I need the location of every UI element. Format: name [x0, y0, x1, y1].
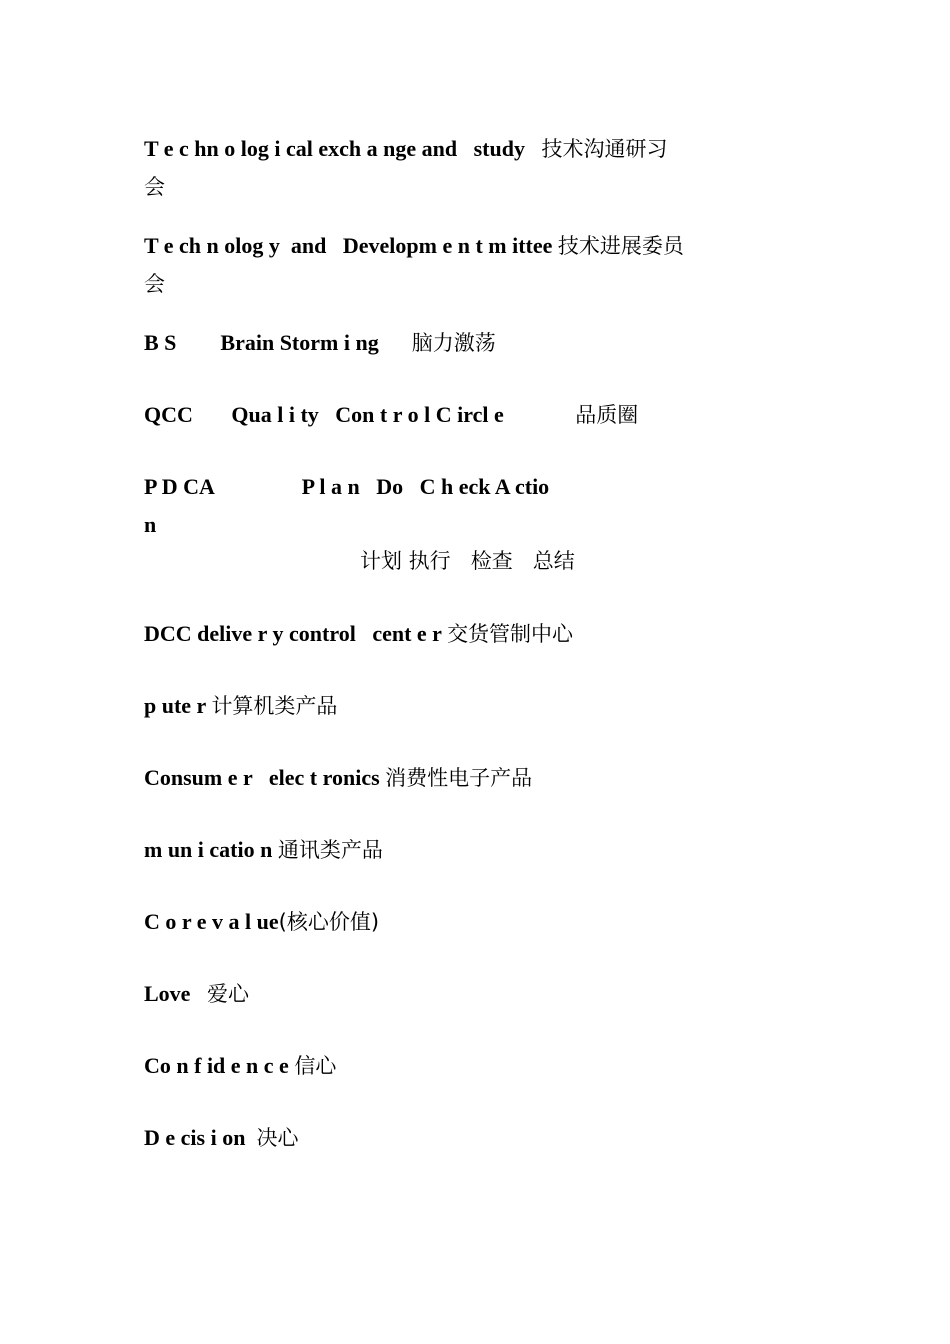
line-technology-committee-cont: 会 [144, 272, 165, 296]
line-qcc: QCC Qua l i ty Con t r o l C ircl e 品质圈 [144, 402, 639, 427]
line-confidence: Co n f id e n c e 信心 [144, 1053, 337, 1078]
line-consumer-electronics: Consum e r elec t ronics 消费性电子产品 [144, 765, 533, 790]
line-pdca-cont: n [144, 512, 157, 537]
line-love: Love 爱心 [144, 981, 249, 1006]
line-brain-storming: B S Brain Storm i ng 脑力激荡 [144, 330, 496, 355]
line-dcc: DCC delive r y control cent e r 交货管制中心 [144, 621, 574, 646]
line-technological-exchange-cont: 会 [144, 175, 165, 199]
line-technological-exchange: T e c hn o log i cal exch a nge and study 技术沟通研习 [144, 136, 668, 161]
line-pdca: P D CA P l a n Do C h eck A ctio [144, 474, 550, 499]
line-decision: D e cis i on 决心 [144, 1125, 299, 1150]
line-computer: p ute r 计算机类产品 [144, 693, 338, 718]
line-technology-committee: T e ch n olog y and Developm e n t m ittee 技术进展委员 [144, 233, 684, 258]
line-pdca-chinese: 计划 执行 检查 总结 [360, 549, 575, 573]
line-core-value: C o r e v a l ue(核心价值) [144, 909, 380, 934]
line-communication: m un i catio n 通讯类产品 [144, 837, 383, 862]
